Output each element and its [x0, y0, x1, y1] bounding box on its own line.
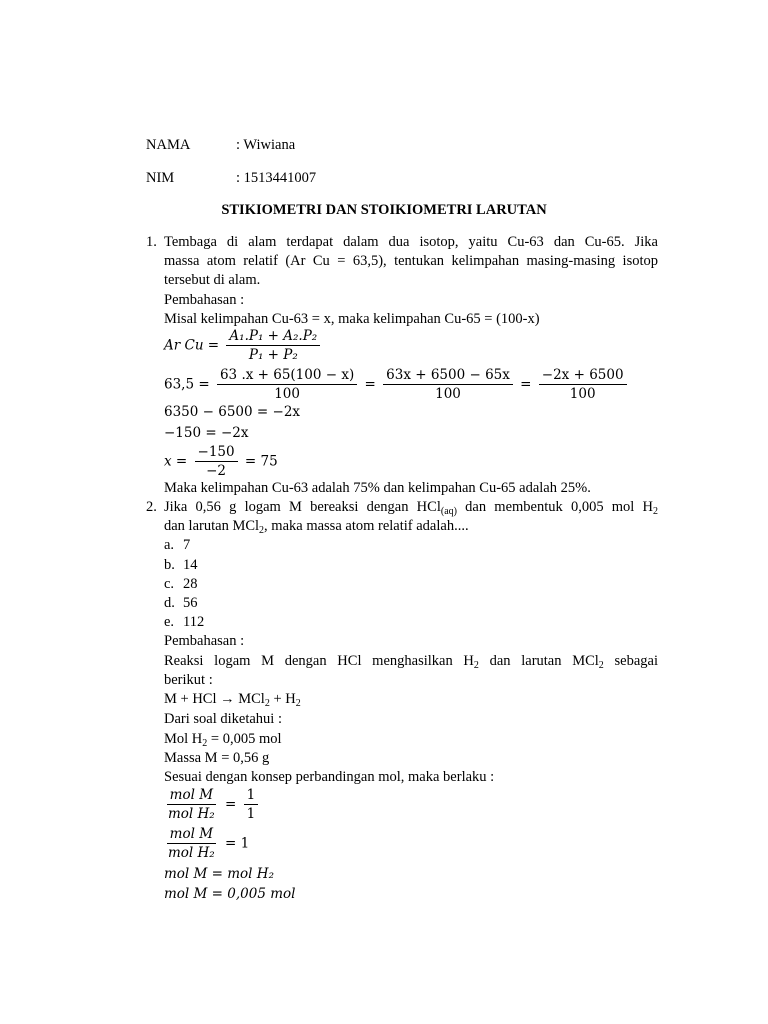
- q2-f2-rhs: = 1: [225, 835, 250, 852]
- q2-berikut: berikut :: [164, 672, 213, 688]
- q1-eq2-f1-numerator: 63 .x + 65(100 − x): [217, 366, 357, 385]
- q1-eq1-denominator: P₁ + P₂: [248, 347, 298, 363]
- option-label: d.: [164, 595, 175, 611]
- q2-reaction-sub1: 2: [264, 698, 270, 709]
- q2-line2: [164, 516, 469, 536]
- q2-f1-result-fraction: [244, 786, 259, 823]
- q2-reaksi-sub2: 2: [598, 660, 604, 671]
- option-label: b.: [164, 557, 175, 573]
- q1-eq2-lhs: 63,5 =: [164, 376, 210, 393]
- q1-eq2-f3-denominator: 100: [569, 386, 596, 402]
- q1-conclusion: Maka kelimpahan Cu-63 adalah 75% dan kelimpahan Cu-65 adalah 25%.: [164, 480, 591, 496]
- option-value: 112: [183, 614, 205, 630]
- q2-line2-text-b: , maka massa atom relatif adalah....: [264, 518, 469, 534]
- q1-eq5-fraction: [195, 443, 238, 480]
- nama-label: NAMA: [146, 137, 191, 153]
- q1-eq2-fraction-2: [383, 366, 513, 403]
- q2-reaksi: [164, 651, 658, 671]
- q1-number: 1.: [146, 234, 157, 250]
- q2-mol-h2-text-b: = 0,005 mol: [207, 731, 282, 747]
- q1-eq2: [164, 366, 630, 403]
- nim-label: NIM: [146, 170, 175, 186]
- q2-frac-eq1: [162, 786, 261, 823]
- q2-pembahasan: Pembahasan :: [164, 633, 245, 649]
- q2-f1-numerator: mol M: [167, 786, 216, 805]
- q1-eq2-fraction-1: [217, 366, 357, 403]
- q1-eq2-f3-numerator: −2x + 6500: [539, 366, 627, 385]
- q2-number: 2.: [146, 499, 157, 515]
- nama-value: : Wiwiana: [236, 137, 296, 153]
- q2-reaction-text-b: + H: [269, 691, 296, 707]
- q1-eq1-numerator: A₁.P₁ + A₂.P₂: [226, 327, 320, 346]
- q2-f1-fraction: [165, 786, 218, 823]
- q2-reaksi-sub1: 2: [473, 660, 479, 671]
- option-value: 14: [183, 557, 198, 573]
- q2-line1: [164, 497, 658, 517]
- q2-line1-text-b: dan membentuk 0,005 mol H: [456, 499, 654, 515]
- q1-line2: massa atom relatif (Ar Cu = 63,5), tentukan kelimpahan masing-masing isotop: [164, 253, 658, 269]
- q2-reaksi-text-a: Reaksi logam M dengan HCl menghasilkan H: [164, 653, 474, 669]
- q1-eq1: [164, 327, 323, 364]
- option-value: 28: [183, 576, 198, 592]
- q1-eq2-f2-denominator: 100: [435, 386, 461, 402]
- q2-line1-sub2: 2: [653, 506, 659, 517]
- q2-dari-soal: Dari soal diketahui :: [164, 711, 282, 727]
- document-title: STIKIOMETRI DAN STOIKIOMETRI LARUTAN: [221, 202, 547, 218]
- option-value: 7: [183, 537, 191, 553]
- q1-eq5-rhs: = 75: [244, 453, 278, 470]
- q2-f1-result-numerator: 1: [244, 786, 259, 805]
- q2-mol-h2-text-a: Mol H: [164, 731, 203, 747]
- q2-eq-a: mol M = mol H₂: [164, 866, 274, 882]
- q2-reaksi-text-b: dan larutan MCl: [478, 653, 599, 669]
- q2-f2-fraction: [165, 825, 218, 862]
- q1-eq5-denominator: −2: [206, 463, 227, 479]
- q2-eq-b: mol M = 0,005 mol: [164, 886, 296, 902]
- q1-pembahasan: Pembahasan :: [164, 292, 245, 308]
- q2-f1-result-denominator: 1: [246, 806, 256, 822]
- q2-sesuai: Sesuai dengan konsep perbandingan mol, maka berlaku :: [164, 769, 495, 785]
- q2-f2-numerator: mol M: [167, 825, 216, 844]
- q1-eq5: [164, 443, 278, 480]
- equals-sign: =: [364, 376, 376, 393]
- q1-eq5-numerator: −150: [195, 443, 238, 462]
- q2-reaction-sub2: 2: [295, 698, 301, 709]
- q2-mol-h2-sub: 2: [202, 738, 208, 749]
- q2-reaction-text-a: M + HCl → MCl: [164, 691, 265, 707]
- q2-reaksi-text-c: sebagai: [603, 653, 658, 669]
- q1-eq3: 6350 − 6500 = −2x: [164, 404, 301, 420]
- q1-line3: tersebut di alam.: [164, 272, 261, 288]
- q1-eq4: −150 = −2x: [164, 425, 249, 441]
- q2-f2-denominator: mol H₂: [168, 845, 215, 861]
- q1-eq2-fraction-3: [539, 366, 627, 403]
- q2-line1-text-a: Jika 0,56 g logam M bereaksi dengan HCl: [164, 499, 441, 515]
- option-label: e.: [164, 614, 175, 630]
- q1-eq1-fraction: [226, 327, 320, 364]
- q1-misal: Misal kelimpahan Cu-63 = x, maka kelimpahan Cu-65 = (100-x): [164, 311, 540, 327]
- q2-frac-eq2: [162, 825, 249, 862]
- q2-f1-denominator: mol H₂: [168, 806, 215, 822]
- q1-line1: Tembaga di alam terdapat dalam dua isotop, yaitu Cu-63 dan Cu-65. Jika: [164, 234, 658, 250]
- equals-sign: =: [225, 796, 237, 813]
- q2-massa-m: Massa M = 0,56 g: [164, 750, 270, 766]
- option-label: c.: [164, 576, 175, 592]
- option-label: a.: [164, 537, 175, 553]
- q2-line2-text-a: dan larutan MCl: [164, 518, 260, 534]
- q1-eq1-lhs: Ar Cu =: [164, 337, 220, 354]
- q1-eq2-f2-numerator: 63x + 6500 − 65x: [383, 366, 513, 385]
- equals-sign: =: [520, 376, 532, 393]
- q2-line2-sub: 2: [259, 525, 265, 536]
- q1-eq5-lhs: x =: [164, 453, 188, 470]
- nim-value: : 1513441007: [236, 170, 317, 186]
- q1-eq2-f1-denominator: 100: [274, 386, 300, 402]
- q2-mol-h2: [164, 729, 282, 749]
- q2-reaction: [164, 689, 301, 709]
- option-value: 56: [183, 595, 198, 611]
- q2-line1-sub: (aq): [440, 506, 457, 517]
